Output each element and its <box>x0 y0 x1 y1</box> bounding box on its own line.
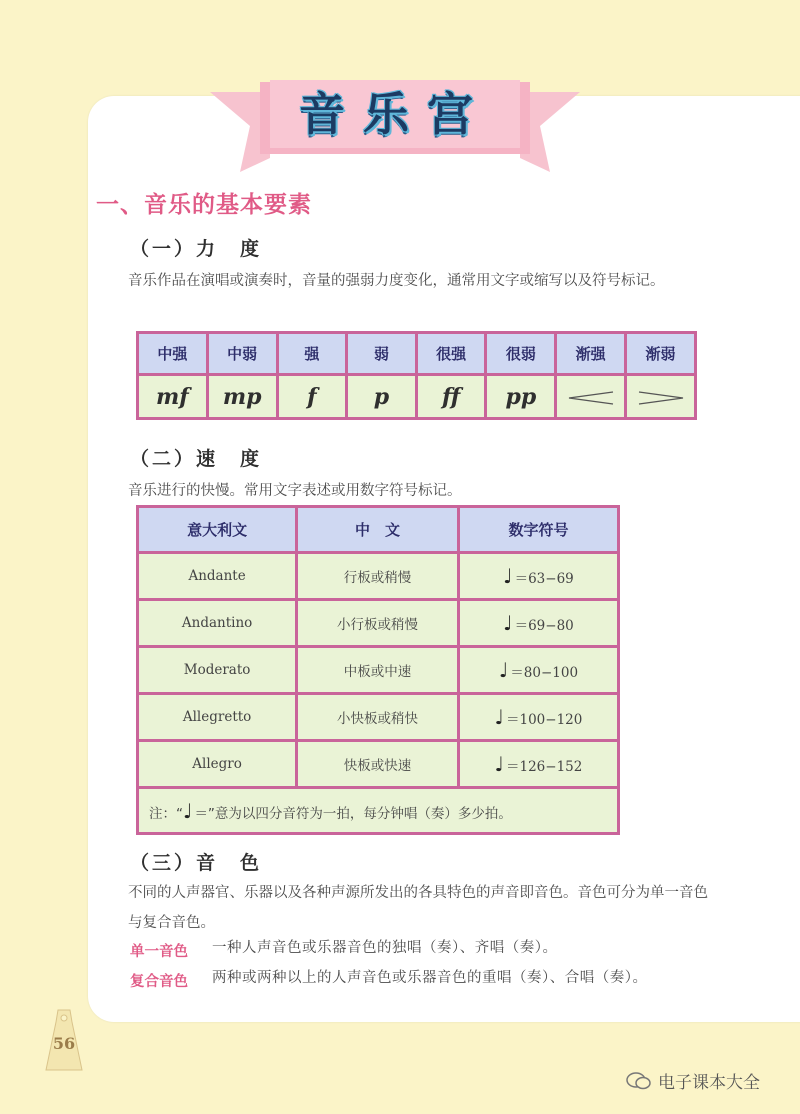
tempo-number: ♩ ＝69−80 <box>458 600 618 647</box>
tempo-chinese: 快板或快速 <box>297 741 459 788</box>
quarter-note-icon: ♩ <box>494 752 504 776</box>
tempo-header-chinese: 中 文 <box>297 507 459 553</box>
quarter-note-icon: ♩ <box>503 611 513 635</box>
dynamics-symbol: mf <box>138 375 208 419</box>
dynamics-header-cell: 中弱 <box>207 333 277 375</box>
table-row <box>138 694 619 741</box>
tempo-table <box>136 505 620 835</box>
tempo-italian: Andante <box>138 553 297 600</box>
tempo-italian: Moderato <box>138 647 297 694</box>
dynamics-header-cell: 弱 <box>347 333 417 375</box>
timbre-heading: （三）音 色 <box>130 852 263 874</box>
dynamics-heading: （一）力 度 <box>130 238 263 260</box>
crescendo-symbol <box>556 375 626 419</box>
compound-timbre-term: 复合音色 <box>130 974 188 990</box>
single-timbre-term: 单一音色 <box>130 944 188 960</box>
decrescendo-icon <box>637 391 685 405</box>
tempo-number: ♩ ＝100−120 <box>458 694 618 741</box>
dynamics-paragraph: 音乐作品在演唱或演奏时，音量的强弱力度变化，通常用文字或缩写以及符号标记。 <box>128 273 665 289</box>
tempo-header-number: 数字符号 <box>458 507 618 553</box>
dynamics-header-cell: 很强 <box>416 333 486 375</box>
tempo-heading: （二）速 度 <box>130 448 263 470</box>
quarter-note-icon: ♩ <box>503 564 513 588</box>
tempo-header-row <box>138 507 619 553</box>
dynamics-symbol: ff <box>416 375 486 419</box>
quarter-note-icon: ♩ <box>183 798 193 823</box>
quarter-note-icon: ♩ <box>494 705 504 729</box>
tempo-number: ♩ ＝126−152 <box>458 741 618 788</box>
dynamics-header-cell: 强 <box>277 333 347 375</box>
tempo-note-row <box>138 788 619 834</box>
page-number: 56 <box>52 1034 76 1053</box>
watermark-text: 电子课本大全 <box>658 1073 760 1093</box>
tempo-italian: Allegretto <box>138 694 297 741</box>
single-timbre-desc: 一种人声音色或乐器音色的独唱（奏）、齐唱（奏）。 <box>212 940 558 956</box>
tempo-paragraph: 音乐进行的快慢。常用文字表述或用数字符号标记。 <box>128 483 462 499</box>
decrescendo-symbol <box>626 375 696 419</box>
quarter-note-icon: ♩ <box>498 658 509 682</box>
dynamics-header-cell: 渐强 <box>556 333 626 375</box>
dynamics-symbol: pp <box>486 375 556 419</box>
tempo-italian: Allegro <box>138 741 297 788</box>
table-row <box>138 553 619 600</box>
tempo-chinese: 小行板或稍慢 <box>297 600 459 647</box>
title-banner <box>210 62 580 172</box>
tempo-number: ♩ ＝63−69 <box>458 553 618 600</box>
tempo-chinese: 中板或中速 <box>297 647 459 694</box>
compound-timbre-desc: 两种或两种以上的人声音色或乐器音色的重唱（奏）、合唱（奏）。 <box>212 970 648 986</box>
table-row <box>138 647 619 694</box>
banner-title: 音乐宫 <box>299 87 491 141</box>
dynamics-symbol: p <box>347 375 417 419</box>
crescendo-icon <box>567 391 615 405</box>
tempo-number: ♩ ＝80−100 <box>458 647 618 694</box>
table-row <box>138 600 619 647</box>
section-title: 一、音乐的基本要素 <box>96 192 312 218</box>
tempo-header-italian: 意大利文 <box>138 507 297 553</box>
dynamics-header-cell: 很弱 <box>486 333 556 375</box>
tempo-note: 注：“♩ ＝”意为以四分音符为一拍，每分钟唱（奏）多少拍。 <box>138 788 619 834</box>
dynamics-header-row <box>138 333 696 375</box>
watermark <box>626 1068 760 1093</box>
dynamics-symbol: mp <box>207 375 277 419</box>
dynamics-symbol-row <box>138 375 696 419</box>
dynamics-header-cell: 中强 <box>138 333 208 375</box>
wechat-icon <box>626 1071 652 1091</box>
table-row <box>138 741 619 788</box>
dynamics-symbol: f <box>277 375 347 419</box>
timbre-paragraph: 不同的人声器官、乐器以及各种声源所发出的各具特色的声音即音色。音色可分为单一音色与复合音色。 <box>128 885 708 931</box>
dynamics-table <box>136 331 697 420</box>
tempo-chinese: 行板或稍慢 <box>297 553 459 600</box>
tempo-italian: Andantino <box>138 600 297 647</box>
tempo-chinese: 小快板或稍快 <box>297 694 459 741</box>
dynamics-header-cell: 渐弱 <box>626 333 696 375</box>
